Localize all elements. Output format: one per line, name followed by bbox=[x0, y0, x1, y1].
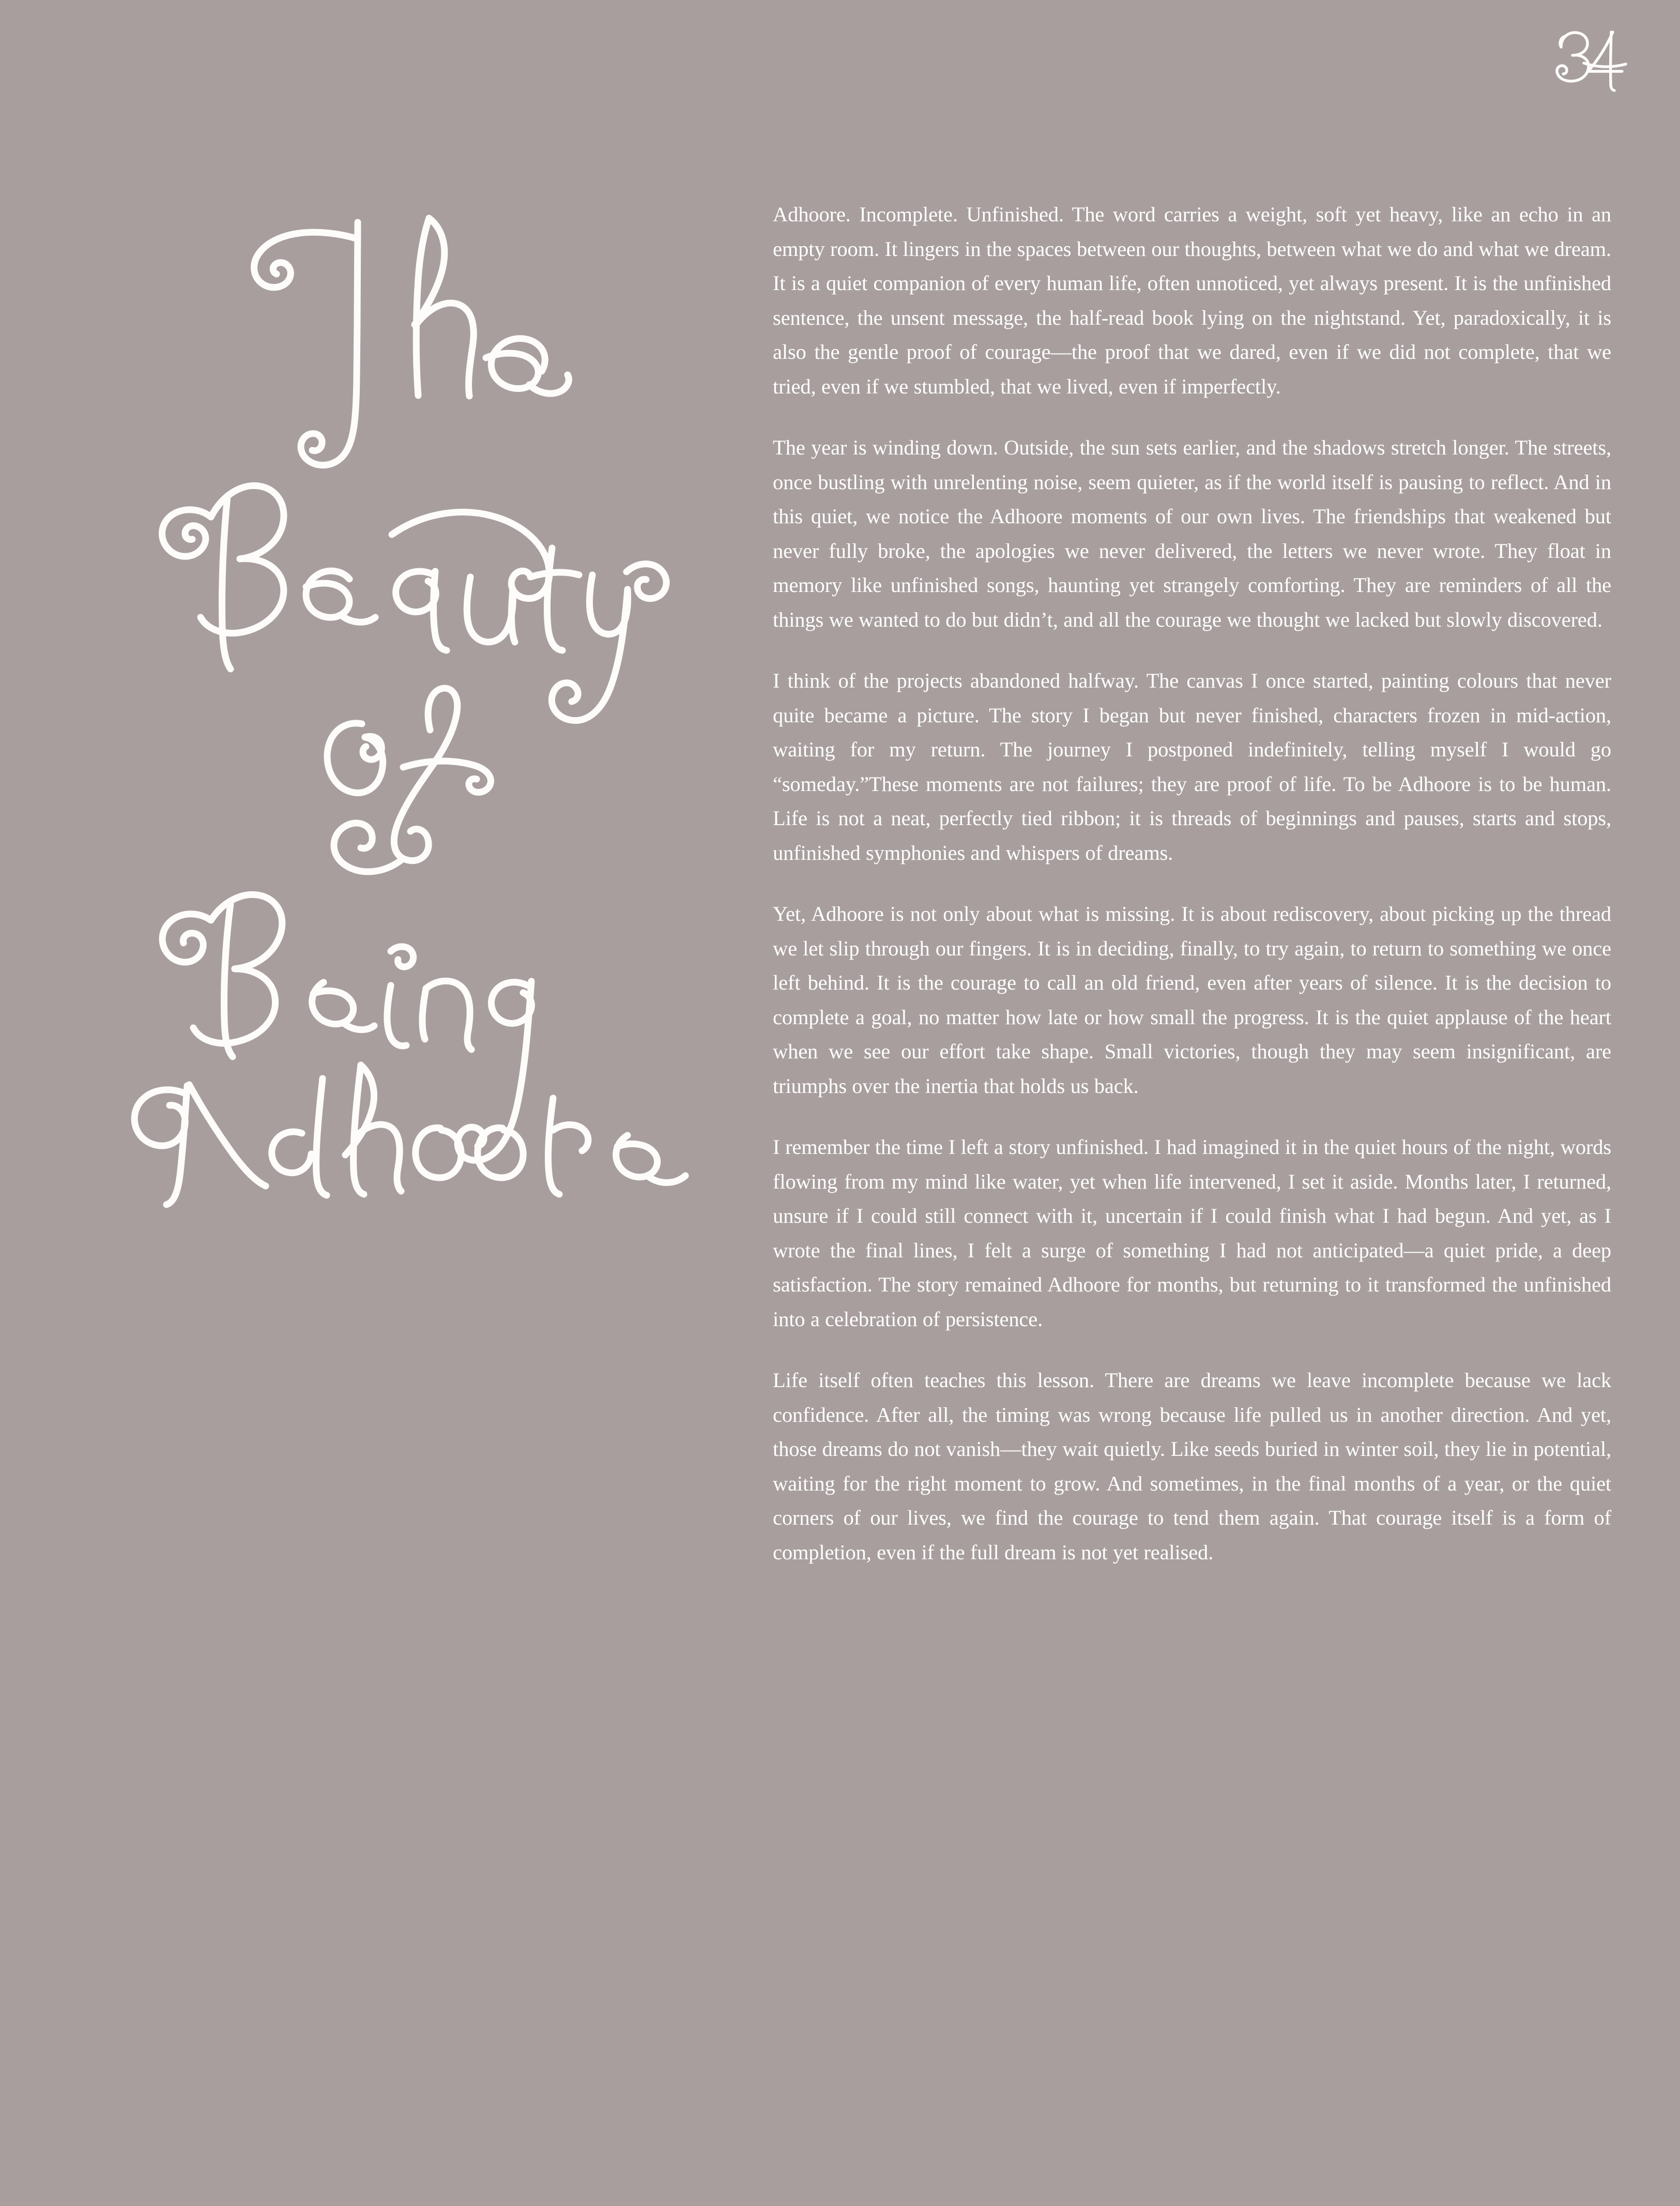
title-line-being bbox=[162, 894, 531, 1160]
title-line-the bbox=[254, 218, 569, 465]
article-paragraph: Life itself often teaches this lesson. There are dreams we leave incomplete because we lack confidence. After all, the timing was wrong because life pulled us in another direction. And yet, those dreams do not vanish—they wait quietly. Like seeds buried in winter soil, they lie in potential, waiting for the right moment to grow. And sometimes, in the final months of a year, or the quiet corners of our lives, we find the courage to tend them again. That courage itself is a form of completion, even if the full dream is not yet realised. bbox=[773, 1368, 1611, 1564]
article-paragraph: The year is winding down. Outside, the sun sets earlier, and the shadows stretch longer. The streets, once bustling with unrelenting noise, seem quieter, as if the world itself is pausing to reflect. And in this quiet, we notice the Adhoore moments of our own lives. The friendships that weakened but never fully broke, the apologies we never delivered, the letters we never wrote. They float in memory like unfinished songs, haunting yet strangely comforting. They are reminders of all the things we wanted to do but didn’t, and all the courage we thought we lacked but slowly discovered. bbox=[773, 436, 1611, 631]
article-paragraph: Yet, Adhoore is not only about what is missing. It is about rediscovery, about picking up the thread we let slip through our fingers. It is in deciding, finally, to try again, to return to something we once left behind. It is the courage to call an old friend, even after years of silence. It is the decision to complete a goal, no matter how late or how small the progress. It is the quiet applause of the heart when we see our effort take shape. Small victories, though they may seem insignificant, are triumphs over the inertia that holds us back. bbox=[773, 902, 1611, 1098]
article-paragraph: Adhoore. Incomplete. Unfinished. The word carries a weight, soft yet heavy, like an echo in an empty room. It lingers in the spaces between our thoughts, between what we do and what we dream. It is a quiet companion of every human life, often unnoticed, yet always present. It is the unfinished sentence, the unsent message, the half-read book lying on the nightstand. Yet, paradoxically, it is also the gentle proof of courage—the proof that we dared, even if we did not complete, that we tried, even if we stumbled, that we lived, even if imperfectly. bbox=[773, 203, 1611, 398]
article-paragraph: I remember the time I left a story unfinished. I had imagined it in the quiet hours of the night, words flowing from my mind like water, yet when life intervened, I set it aside. Months later, I returned, unsure if I could still connect with it, uncertain if I could finish what I had begun. And yet, as I wrote the final lines, I felt a surge of something I had not anticipated—a quiet pride, a deep satisfaction. The story remained Adhoore for months, but returning to it transformed the unfinished into a celebration of persistence. bbox=[773, 1135, 1611, 1331]
title-artwork bbox=[72, 207, 739, 1205]
title-line-adhoore bbox=[134, 1065, 685, 1205]
article-body bbox=[773, 197, 1611, 1570]
title-line-of bbox=[327, 688, 491, 872]
title-line-beauty bbox=[162, 485, 667, 720]
article-paragraph: I think of the projects abandoned halfway. The canvas I once started, painting colours that never quite became a picture. The story I began but never finished, characters frozen in mid-action, waiting for my return. The journey I postponed indefinitely, telling myself I would go “someday.”These moments are not failures; they are proof of life. To be Adhoore is to be human. Life is not a neat, perfectly tied ribbon; it is threads of beginnings and pauses, starts and stops, unfinished symphonies and whispers of dreams. bbox=[773, 669, 1611, 864]
page-number bbox=[1511, 20, 1630, 97]
